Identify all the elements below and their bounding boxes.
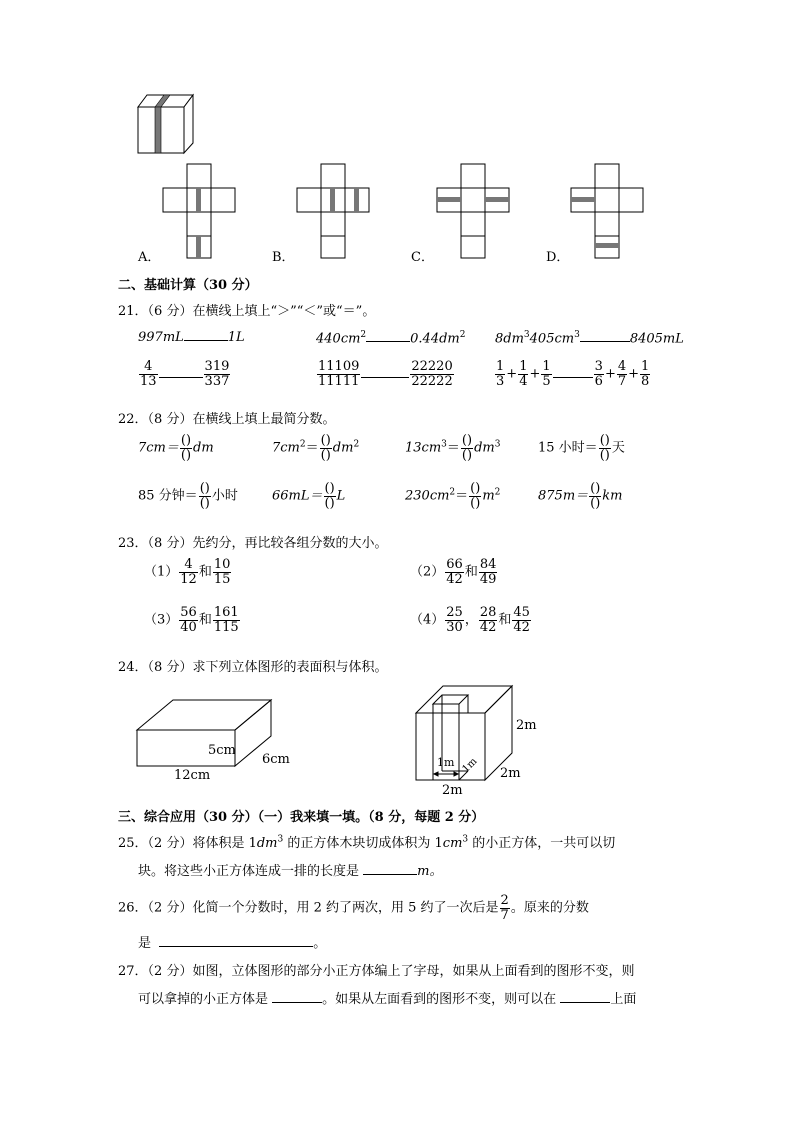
q21-row2-col2: $\frac{11109}{11111}$ $\frac{22220}{22222}$ — [318, 359, 453, 389]
cuboid-depth-label: 6cm — [262, 752, 290, 767]
cube-height-label: 2m — [516, 718, 537, 733]
option-c-label: C． — [411, 250, 434, 265]
q22-item-f: 66mL＝ $\frac{()}{()}$ L — [272, 481, 346, 511]
q24-stem: 24．（8 分）求下列立体图形的表面积与体积。 — [118, 660, 388, 675]
option-a-label: A． — [138, 250, 161, 265]
hole-depth-label: 1m — [460, 756, 480, 775]
q23-part3: （3） $\frac{56}{40}$ 和 $\frac{161}{115}$ — [144, 605, 239, 635]
q21-row1-col2: $440cm^2$ $0.44dm^2$ — [316, 330, 466, 347]
net-c — [437, 164, 509, 258]
q22-item-a: 7cm＝ $\frac{()}{()}$ dm — [138, 433, 214, 463]
q23-stem: 23．（8 分）先约分，再比较各组分数的大小。 — [118, 536, 388, 551]
q21-row2-col1: $\frac{4}{13}$ $\frac{319}{337}$ — [140, 359, 230, 389]
q26-line2: 是 。 — [138, 936, 327, 951]
q21-row1-col1: 997mL 1L — [138, 330, 245, 345]
q22-item-c: $13cm^3=$ $\frac{()}{()}$ $dm^3$ — [405, 433, 501, 463]
q22-stem: 22．（8 分）在横线上填上最简分数。 — [118, 412, 336, 427]
q23-part1: （1） $\frac{4}{12}$ 和 $\frac{10}{15}$ — [144, 557, 231, 587]
section3-heading: 三、综合应用（30 分）（一）我来填一填。（8 分，每题 2 分） — [118, 810, 485, 825]
q23-part2: （2） $\frac{66}{42}$ 和 $\frac{84}{49}$ — [410, 557, 497, 587]
q27-line1: 27．（2 分）如图，立体图形的部分小正方体编上了字母，如果从上面看到的图形不变，则 — [118, 964, 635, 979]
cube-width-label: 2m — [442, 783, 463, 798]
option-d-label: D． — [546, 250, 570, 265]
q21-stem: 21．（6 分）在横线上填上“＞”“＜”或“＝”。 — [118, 304, 376, 319]
q25-line1: 25．（2 分）将体积是 $1dm^3$ 的正方体木块切成体积为 $1cm^3$ 的小正方体，一共可以切 — [118, 834, 616, 851]
q25-line2: 块。将这些小正方体连成一排的长度是 m。 — [138, 864, 443, 879]
hole-width-label: 1m — [437, 756, 455, 769]
taped-box-figure — [0, 0, 794, 270]
section2-heading: 二、基础计算（30 分） — [118, 278, 258, 293]
q26-line1: 26．（2 分）化简一个分数时，用 2 约了两次，用 5 约了一次后是 $\frac{2}{7}$ 。原来的分数 — [118, 893, 589, 923]
q22-item-b: $7cm^2=$ $\frac{()}{()}$ $dm^2$ — [272, 433, 360, 463]
cube-depth-label: 2m — [500, 766, 521, 781]
option-b-label: B． — [272, 250, 295, 265]
q22-item-h: 875m＝ $\frac{()}{()}$ km — [538, 481, 623, 511]
q21-row1-col3: $8dm^3405cm^3$ 8405mL — [495, 330, 684, 347]
q27-line2: 可以拿掉的小正方体是 。如果从左面看到的图形不变，则可以在 上面 — [138, 992, 637, 1007]
cuboid-width-label: 12cm — [174, 768, 211, 783]
q22-item-e: 85 分钟＝ $\frac{()}{()}$ 小时 — [138, 481, 238, 511]
cuboid-height-label: 5cm — [208, 743, 236, 758]
q21-row2-col3: $\frac{1}{3}$ + $\frac{1}{4}$ + $\frac{1}{5}$ $\frac{3}{6}$ + $\frac{4}{7}$ + $\frac{1}{8}$ — [496, 359, 650, 389]
q22-item-g: $230cm^2=$ $\frac{()}{()}$ $m^2$ — [405, 481, 501, 511]
q23-part4: （4） $\frac{25}{30}$ ， $\frac{28}{42}$ 和 $\frac{45}{42}$ — [410, 605, 530, 635]
q22-item-d: 15 小时＝ $\frac{()}{()}$ 天 — [538, 433, 625, 463]
